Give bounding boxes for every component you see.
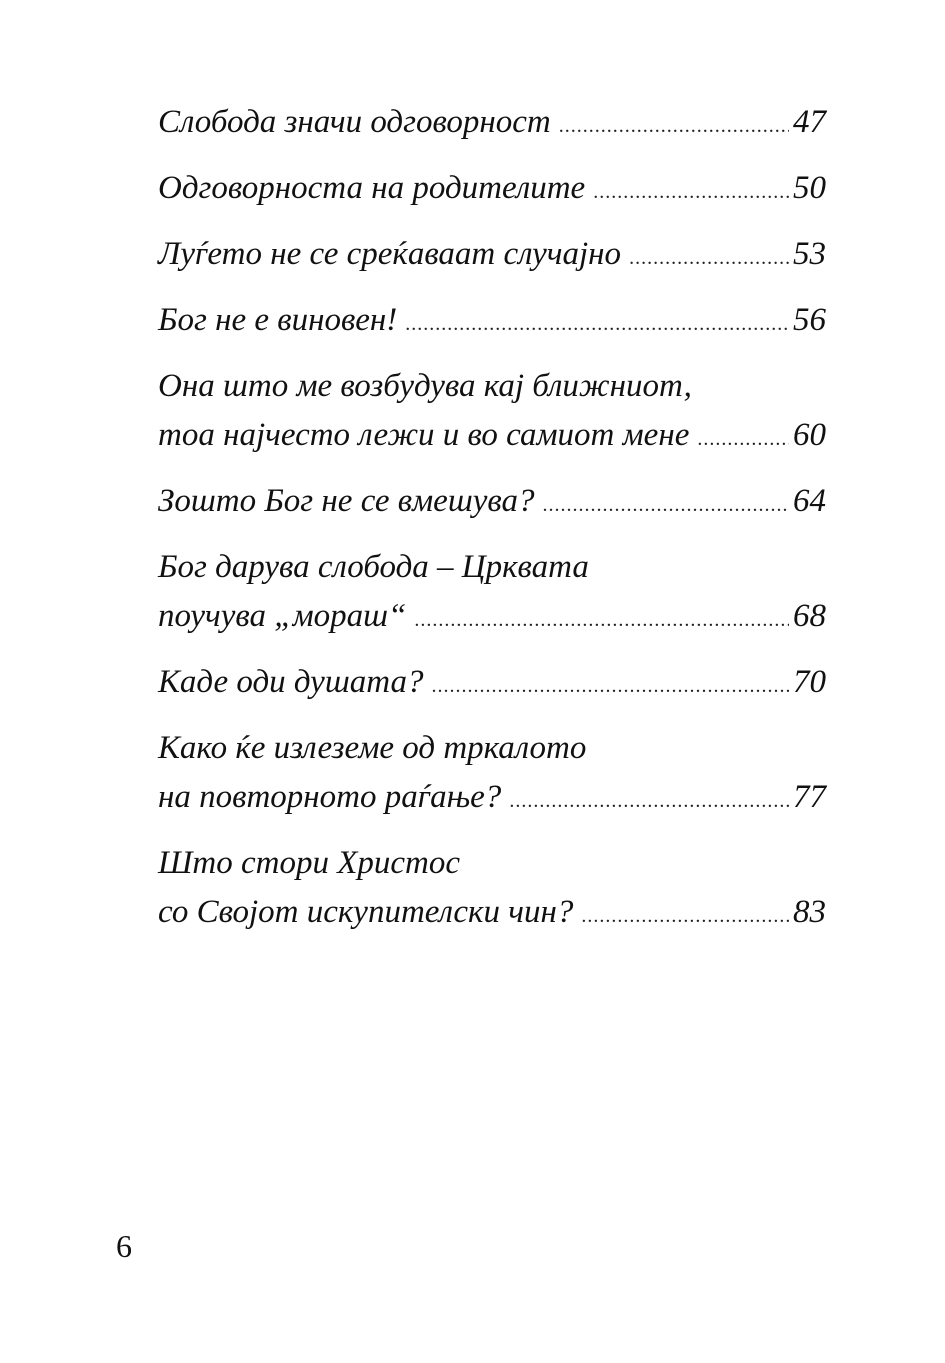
toc-entry xyxy=(158,296,826,349)
dot-leader xyxy=(431,662,789,711)
dot-leader xyxy=(697,415,789,464)
dot-leader xyxy=(559,102,789,151)
entry-title-continued: со Својот искупителски чин? xyxy=(158,894,574,930)
entry-page: 56 xyxy=(793,302,826,338)
entry-title-continued: поучува „мораш“ xyxy=(158,598,407,634)
entry-page: 50 xyxy=(793,170,826,206)
toc-entry xyxy=(158,658,826,711)
toc-entry xyxy=(158,477,826,530)
dot-leader xyxy=(405,300,789,349)
entry-title: Што стори Христос xyxy=(158,845,461,881)
toc-entry xyxy=(158,230,826,283)
entry-title: Каде оди душата? xyxy=(158,664,424,700)
entry-title: Одговорноста на родителите xyxy=(158,170,586,206)
dot-leader xyxy=(509,777,789,826)
toc-entry xyxy=(158,362,826,464)
entry-page: 70 xyxy=(793,664,826,700)
toc-entry xyxy=(158,543,826,645)
dot-leader xyxy=(629,234,789,283)
entry-title: Она што ме возбудува кај ближниот, xyxy=(158,368,692,404)
entry-title: Луѓето не се среќаваат случајно xyxy=(158,236,622,272)
entry-page: 64 xyxy=(793,483,826,519)
entry-page: 83 xyxy=(793,894,826,930)
dot-leader xyxy=(414,596,789,645)
dot-leader xyxy=(581,892,789,941)
entry-title: Бог дарува слобода – Црквата xyxy=(158,549,589,585)
entry-title-continued: тоа најчесто лежи и во самиот мене xyxy=(158,417,690,453)
entry-page: 60 xyxy=(793,417,826,453)
entry-title-continued: на повторното раѓање? xyxy=(158,779,502,815)
entry-page: 47 xyxy=(793,104,826,140)
entry-page: 77 xyxy=(793,779,826,815)
page-number: 6 xyxy=(116,1228,132,1264)
toc-entry xyxy=(158,164,826,217)
dot-leader xyxy=(543,481,790,530)
entry-title: Слобода значи одговорност xyxy=(158,104,551,140)
toc-entry xyxy=(158,839,826,941)
dot-leader xyxy=(593,168,789,217)
entry-title: Како ќе излеземе од тркалото xyxy=(158,730,587,766)
entry-page: 53 xyxy=(793,236,826,272)
entry-title: Бог не е виновен! xyxy=(158,302,398,338)
table-of-contents xyxy=(158,98,826,954)
entry-page: 68 xyxy=(793,598,826,634)
entry-title: Зошто Бог не се вмешува? xyxy=(158,483,535,519)
toc-entry xyxy=(158,724,826,826)
toc-entry xyxy=(158,98,826,151)
